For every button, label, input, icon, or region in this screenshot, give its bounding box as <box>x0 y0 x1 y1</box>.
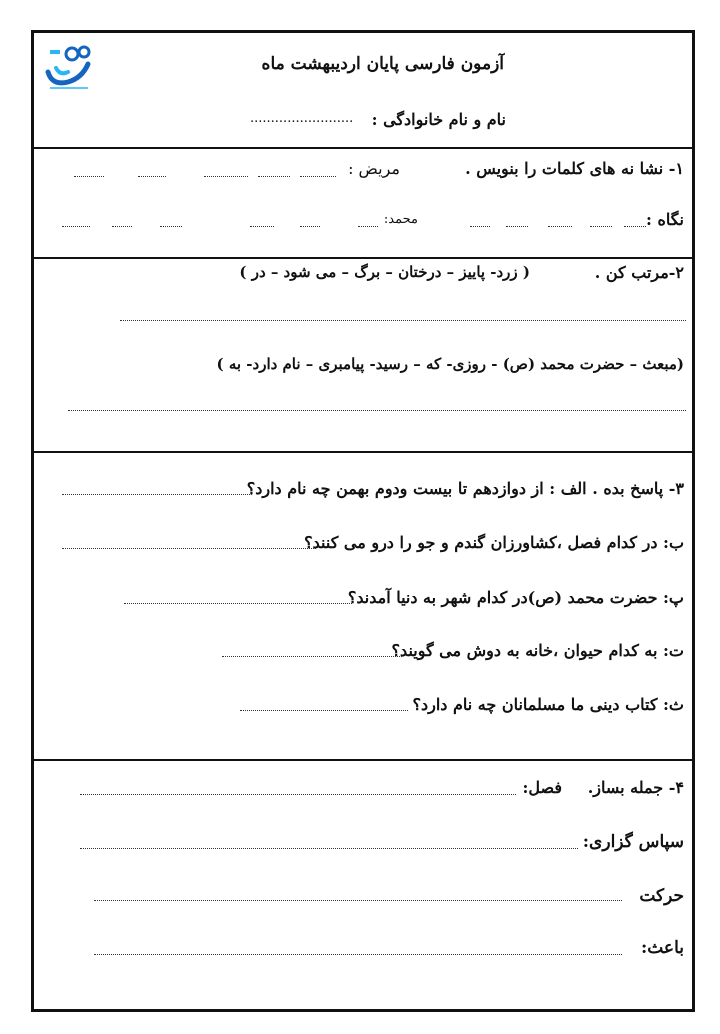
q1-prompt: ۱- نشا نه های کلمات را بنویس . <box>465 159 684 178</box>
q4-answer-line-3 <box>94 900 622 901</box>
divider-header <box>34 147 692 149</box>
q1-word-mariz: مریض : <box>348 159 400 178</box>
q1-blank <box>470 226 490 227</box>
q3-prompt-alef: ۳- پاسخ بده . الف : از دوازدهم تا بیست ودوم بهمن چه نام دارد؟ <box>246 479 684 498</box>
q1-blank <box>160 226 182 227</box>
q3-question-b: ب: در کدام فصل ،کشاورزان گندم و جو را درو می کنند؟ <box>304 533 684 552</box>
q1-blank <box>506 226 528 227</box>
q1-word-negah: نگاه : <box>645 210 684 229</box>
q4-prompt: ۴- جمله بساز. <box>587 778 684 797</box>
q1-blank <box>590 226 612 227</box>
divider-q1 <box>34 257 692 259</box>
q1-word-mohammad: محمد: <box>383 212 418 227</box>
q3-answer-line-t <box>222 656 402 657</box>
q1-blank <box>624 226 646 227</box>
q4-answer-line-1 <box>80 794 516 795</box>
student-name-label: نام و نام خانوادگی : <box>371 110 506 129</box>
q2-word-group-1: ( زرد- پاییز – درختان – برگ – می شود – در ) <box>239 263 530 281</box>
q1-blank <box>204 176 248 177</box>
divider-q3 <box>34 759 692 761</box>
q2-prompt: ۲-مرتب کن . <box>594 263 684 282</box>
q4-word-harekat: حرکت <box>639 886 684 906</box>
q4-answer-line-4 <box>94 954 622 955</box>
q3-question-p: پ: حضرت محمد (ص)در کدام شهر به دنیا آمدند؟ <box>347 588 684 607</box>
q3-question-t: ت: به کدام حیوان ،خانه به دوش می گویند؟ <box>391 641 684 660</box>
q1-blank <box>358 226 378 227</box>
q1-blank <box>112 226 132 227</box>
q3-answer-line-s <box>240 710 408 711</box>
q1-blank <box>250 226 274 227</box>
q1-blank <box>300 226 320 227</box>
q1-blank <box>548 226 572 227</box>
q3-answer-line-b <box>62 548 316 549</box>
q4-word-baes: باعث: <box>640 938 684 958</box>
q1-blank <box>62 226 90 227</box>
q1-blank <box>300 176 336 177</box>
q2-answer-line-2 <box>68 410 686 411</box>
q3-question-s: ث: کتاب دینی ما مسلمانان چه نام دارد؟ <box>412 695 684 714</box>
school-logo <box>42 42 96 90</box>
exam-title: آزمون فارسی پایان اردیبهشت ماه <box>261 54 504 74</box>
q2-answer-line-1 <box>120 320 686 321</box>
q1-blank <box>258 176 290 177</box>
q4-word-sepas: سپاس گزاری: <box>582 832 684 852</box>
q3-answer-line-alef <box>62 494 252 495</box>
divider-q2 <box>34 451 692 453</box>
q2-word-group-2: (مبعث – حضرت محمد (ص) - روزی- که – رسید- پیامبری – نام دارد- به ) <box>216 355 684 373</box>
q4-word-fasl: فصل: <box>522 778 562 797</box>
q4-answer-line-2 <box>80 848 578 849</box>
q1-blank <box>138 176 166 177</box>
student-name-dots: ......................... <box>250 111 354 126</box>
q1-blank <box>74 176 104 177</box>
q3-answer-line-p <box>124 603 352 604</box>
